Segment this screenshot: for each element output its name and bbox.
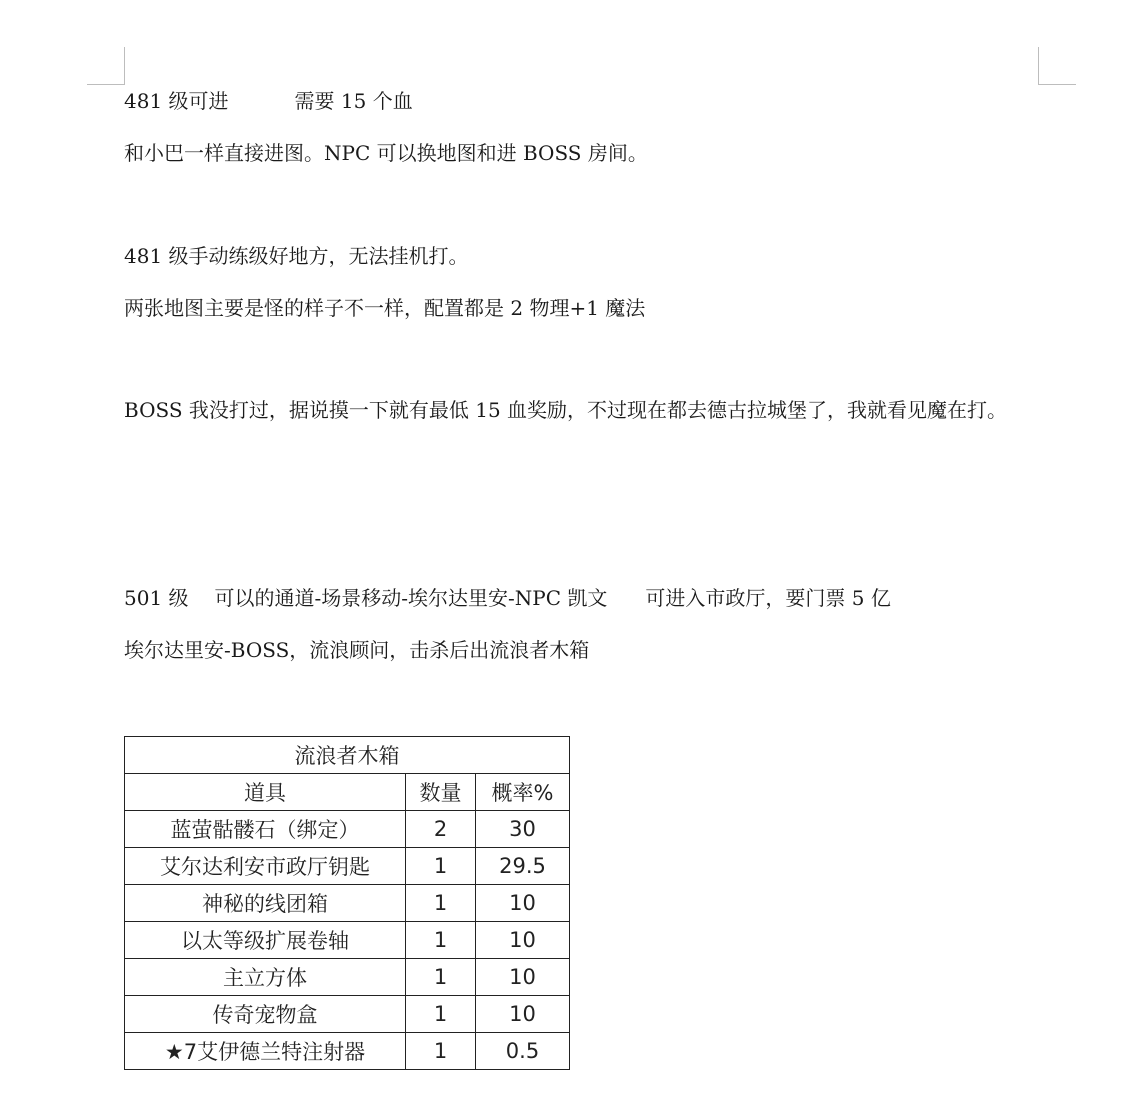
- text-segment: 可以的通道-场景移动-埃尔达里安-NPC 凯文: [214, 586, 608, 610]
- table-row: [125, 811, 570, 848]
- column-header: 数量: [406, 774, 476, 811]
- quantity-cell: 2: [406, 811, 476, 848]
- page-margin-corner-mark: [87, 47, 125, 85]
- column-header: 概率%: [476, 774, 570, 811]
- quantity-cell: 1: [406, 959, 476, 996]
- item-cell: 神秘的线团箱: [125, 885, 406, 922]
- item-cell: 以太等级扩展卷轴: [125, 922, 406, 959]
- quantity-cell: 1: [406, 922, 476, 959]
- paragraph: [124, 85, 413, 118]
- table-row: [125, 848, 570, 885]
- item-cell: 艾尔达利安市政厅钥匙: [125, 848, 406, 885]
- item-cell: ★7艾伊德兰特注射器: [125, 1033, 406, 1070]
- text-segment: 需要 15 个血: [294, 89, 413, 113]
- table-header-row: [125, 774, 570, 811]
- text-segment: 481 级可进: [124, 89, 229, 113]
- column-header: 道具: [125, 774, 406, 811]
- table-row: [125, 996, 570, 1033]
- paragraph: BOSS 我没打过，据说摸一下就有最低 15 血奖励，不过现在都去德古拉城堡了，我就看见魔在打。: [124, 398, 1008, 422]
- probability-cell: 0.5: [476, 1033, 570, 1070]
- probability-cell: 10: [476, 922, 570, 959]
- probability-cell: 10: [476, 885, 570, 922]
- item-cell: 蓝萤骷髅石（绑定）: [125, 811, 406, 848]
- probability-cell: 29.5: [476, 848, 570, 885]
- paragraph: 和小巴一样直接进图。NPC 可以换地图和进 BOSS 房间。: [124, 141, 648, 165]
- page-margin-corner-mark: [1038, 47, 1076, 85]
- paragraph: 两张地图主要是怪的样子不一样，配置都是 2 物理+1 魔法: [124, 296, 646, 320]
- probability-cell: 10: [476, 959, 570, 996]
- quantity-cell: 1: [406, 996, 476, 1033]
- table-title: 流浪者木箱: [125, 737, 570, 774]
- item-cell: 传奇宠物盒: [125, 996, 406, 1033]
- quantity-cell: 1: [406, 885, 476, 922]
- probability-cell: 10: [476, 996, 570, 1033]
- drop-table: [124, 736, 570, 1070]
- paragraph: 481 级手动练级好地方，无法挂机打。: [124, 244, 469, 268]
- quantity-cell: 1: [406, 848, 476, 885]
- text-segment: 501 级: [124, 586, 189, 610]
- text-segment: 可进入市政厅，要门票 5 亿: [645, 586, 891, 610]
- paragraph: 埃尔达里安-BOSS，流浪顾问，击杀后出流浪者木箱: [124, 638, 590, 662]
- item-cell: 主立方体: [125, 959, 406, 996]
- quantity-cell: 1: [406, 1033, 476, 1070]
- paragraph: [124, 582, 891, 615]
- table-row: [125, 959, 570, 996]
- table-row: [125, 885, 570, 922]
- probability-cell: 30: [476, 811, 570, 848]
- table-row: [125, 922, 570, 959]
- table-row: [125, 1033, 570, 1070]
